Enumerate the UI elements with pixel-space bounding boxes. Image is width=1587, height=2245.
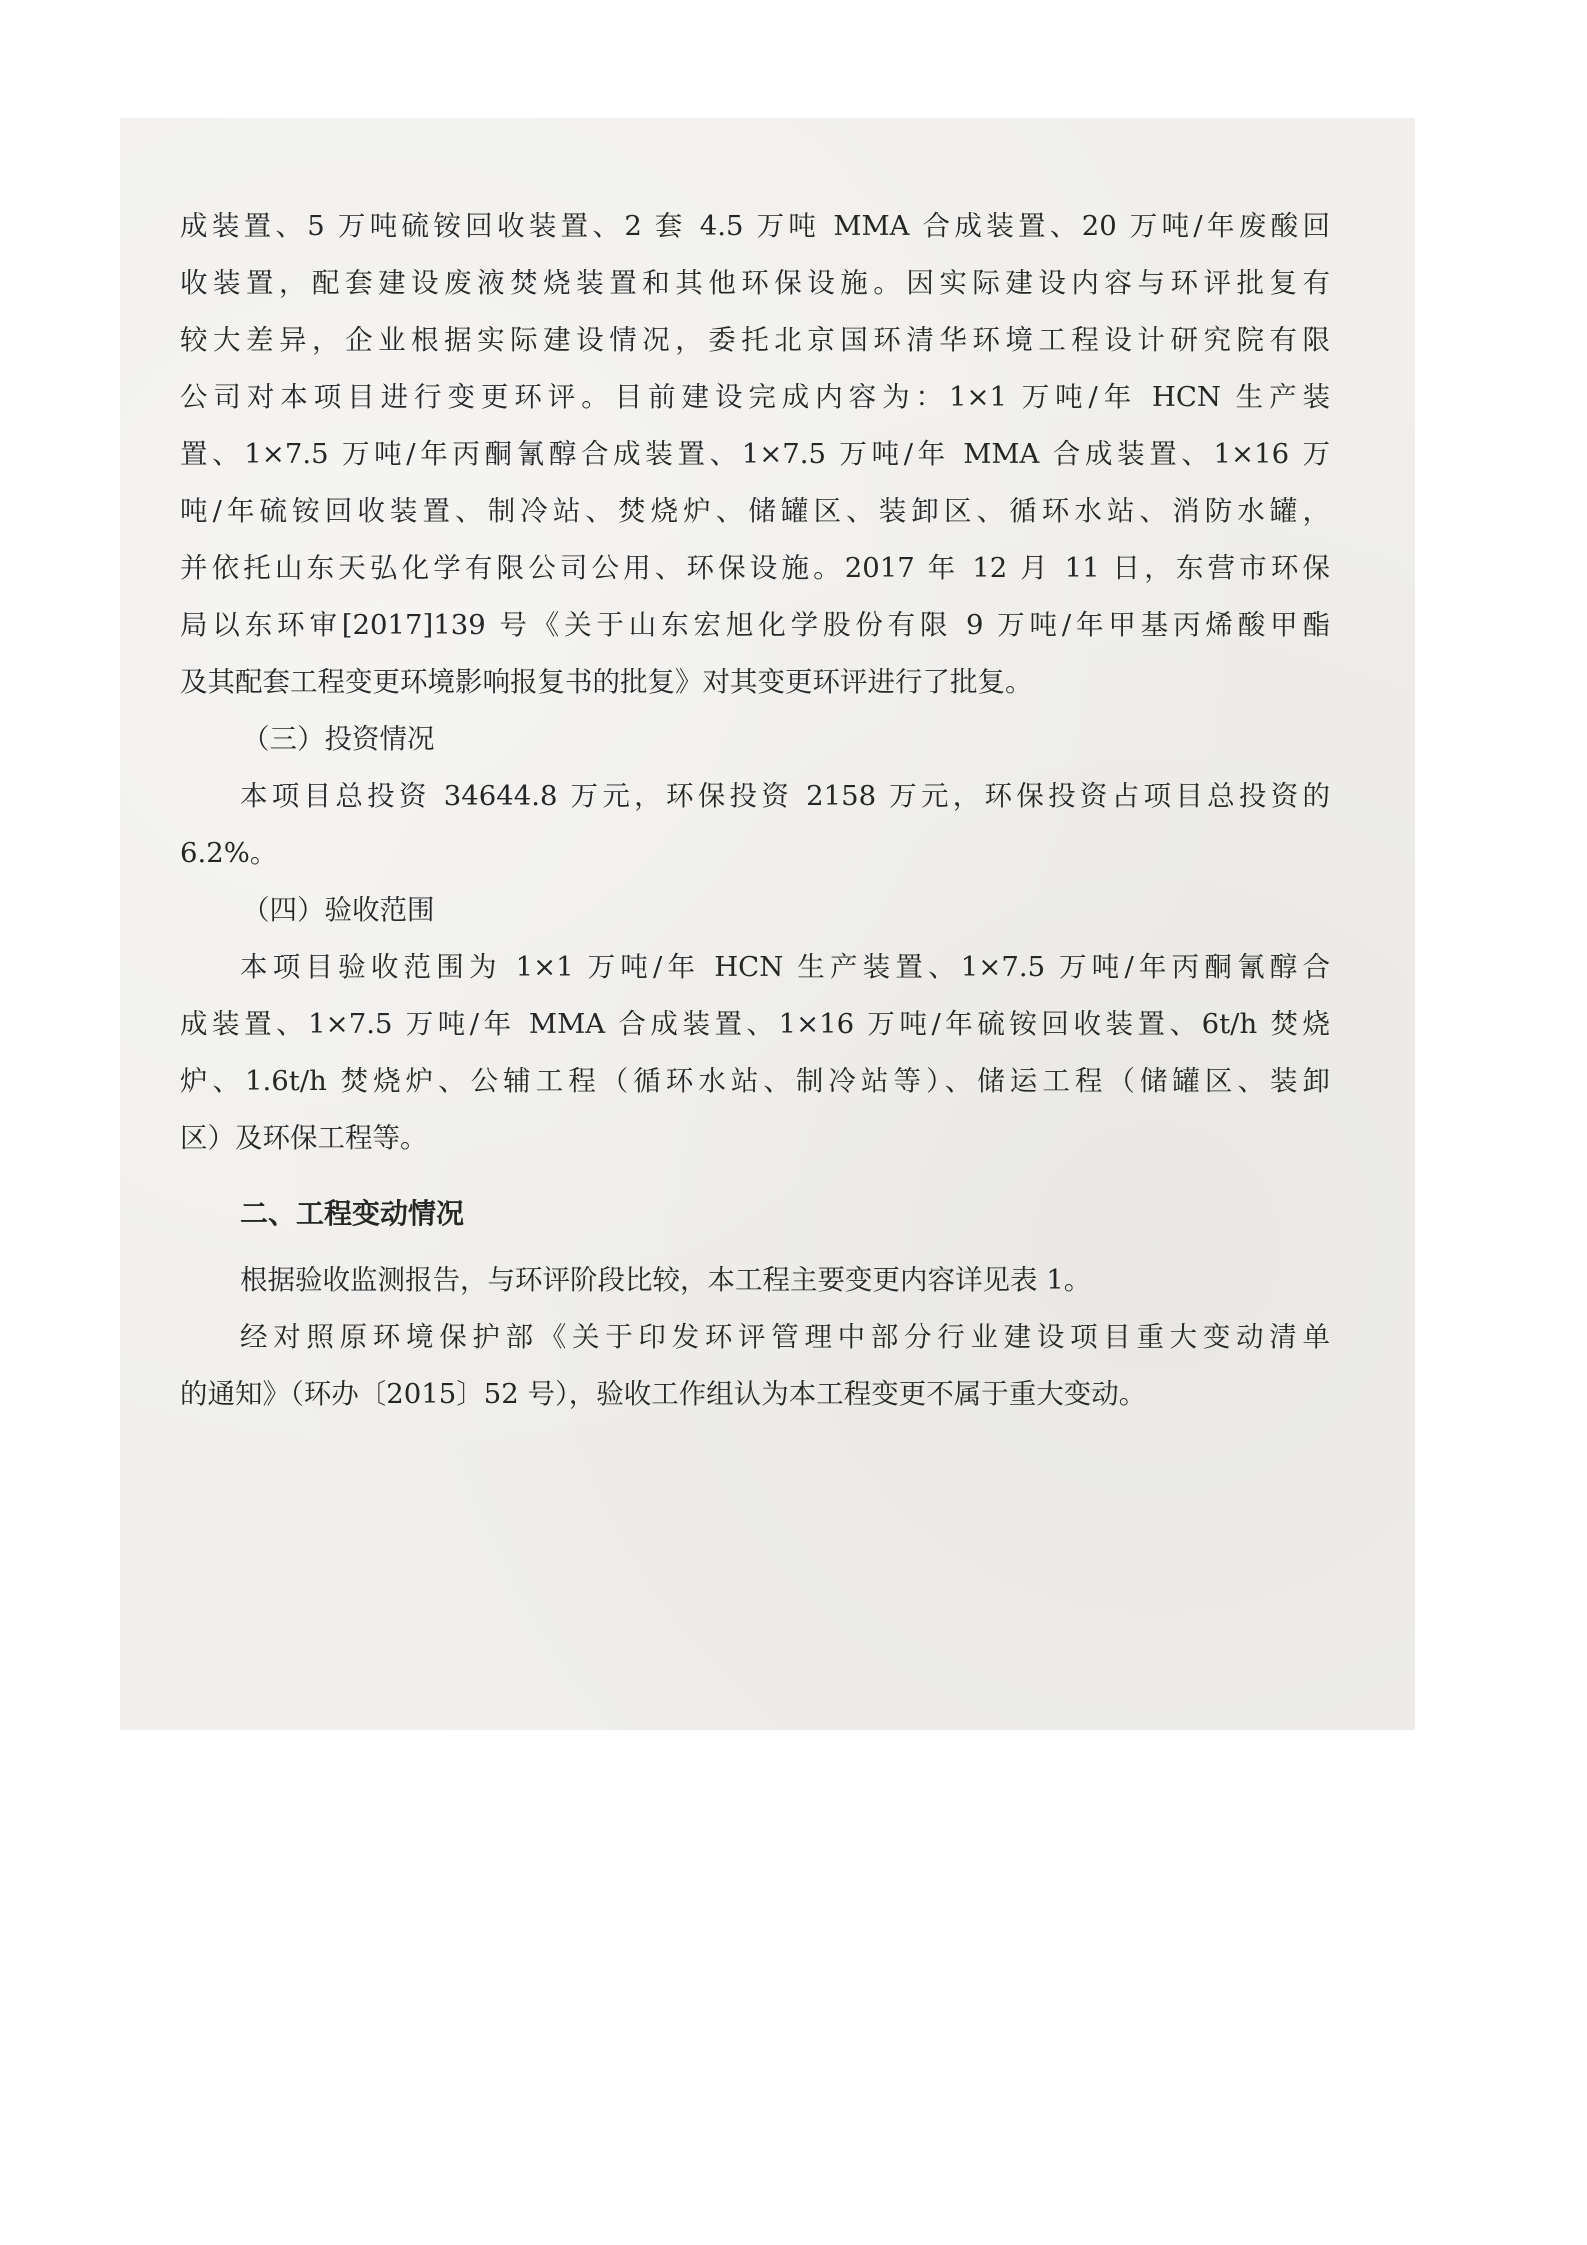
text-line: 区）及环保工程等。 — [180, 1122, 428, 1154]
investment-heading: （三）投资情况 — [242, 723, 435, 755]
text-line: 的通知》（环办〔2015〕52 号），验收工作组认为本工程变更不属于重大变动。 — [180, 1378, 1147, 1410]
section-heading-engineering-changes: 二、工程变动情况 — [240, 1197, 465, 1230]
text-line: 收装置，配套建设废液焚烧装置和其他环保设施。因实际建设内容与环评批复有 — [180, 267, 1330, 299]
project-construction-paragraph — [180, 198, 1330, 711]
text-line: 炉、1.6t/h 焚烧炉、公辅工程（循环水站、制冷站等）、储运工程（储罐区、装卸 — [180, 1065, 1330, 1097]
investment-paragraph — [180, 768, 1330, 882]
text-line: 成装置、1×7.5 万吨/年 MMA 合成装置、1×16 万吨/年硫铵回收装置、6t/h 焚烧 — [180, 1008, 1330, 1040]
text-line: 6.2%。 — [180, 837, 278, 869]
text-line: 局以东环审[2017]139 号《关于山东宏旭化学股份有限 9 万吨/年甲基丙烯酸甲酯 — [180, 609, 1330, 641]
major-change-assessment-paragraph — [180, 1309, 1330, 1423]
text-line: 置、1×7.5 万吨/年丙酮氰醇合成装置、1×7.5 万吨/年 MMA 合成装置、1×16 万 — [180, 438, 1330, 470]
text-line: 并依托山东天弘化学有限公司公用、环保设施。2017 年 12 月 11 日，东营市环保 — [180, 552, 1330, 584]
text-line: 成装置、5 万吨硫铵回收装置、2 套 4.5 万吨 MMA 合成装置、20 万吨/年废酸回 — [180, 210, 1330, 242]
changes-summary-paragraph: 根据验收监测报告，与环评阶段比较，本工程主要变更内容详见表 1。 — [240, 1264, 1092, 1296]
scanned-page — [120, 118, 1415, 1730]
text-line: 本项目总投资 34644.8 万元，环保投资 2158 万元，环保投资占项目总投资的 — [240, 780, 1330, 812]
text-line: 较大差异，企业根据实际建设情况，委托北京国环清华环境工程设计研究院有限 — [180, 324, 1330, 356]
text-line: 公司对本项目进行变更环评。目前建设完成内容为：1×1 万吨/年 HCN 生产装 — [180, 381, 1330, 413]
text-line: 经对照原环境保护部《关于印发环评管理中部分行业建设项目重大变动清单 — [240, 1321, 1330, 1353]
text-line: 及其配套工程变更环境影响报复书的批复》对其变更环评进行了批复。 — [180, 666, 1033, 698]
text-line: 本项目验收范围为 1×1 万吨/年 HCN 生产装置、1×7.5 万吨/年丙酮氰醇合 — [240, 951, 1330, 983]
scope-paragraph — [180, 939, 1330, 1167]
scope-heading: （四）验收范围 — [242, 894, 435, 926]
document-body — [180, 198, 1330, 1423]
text-line: 吨/年硫铵回收装置、制冷站、焚烧炉、储罐区、装卸区、循环水站、消防水罐， — [180, 495, 1330, 527]
